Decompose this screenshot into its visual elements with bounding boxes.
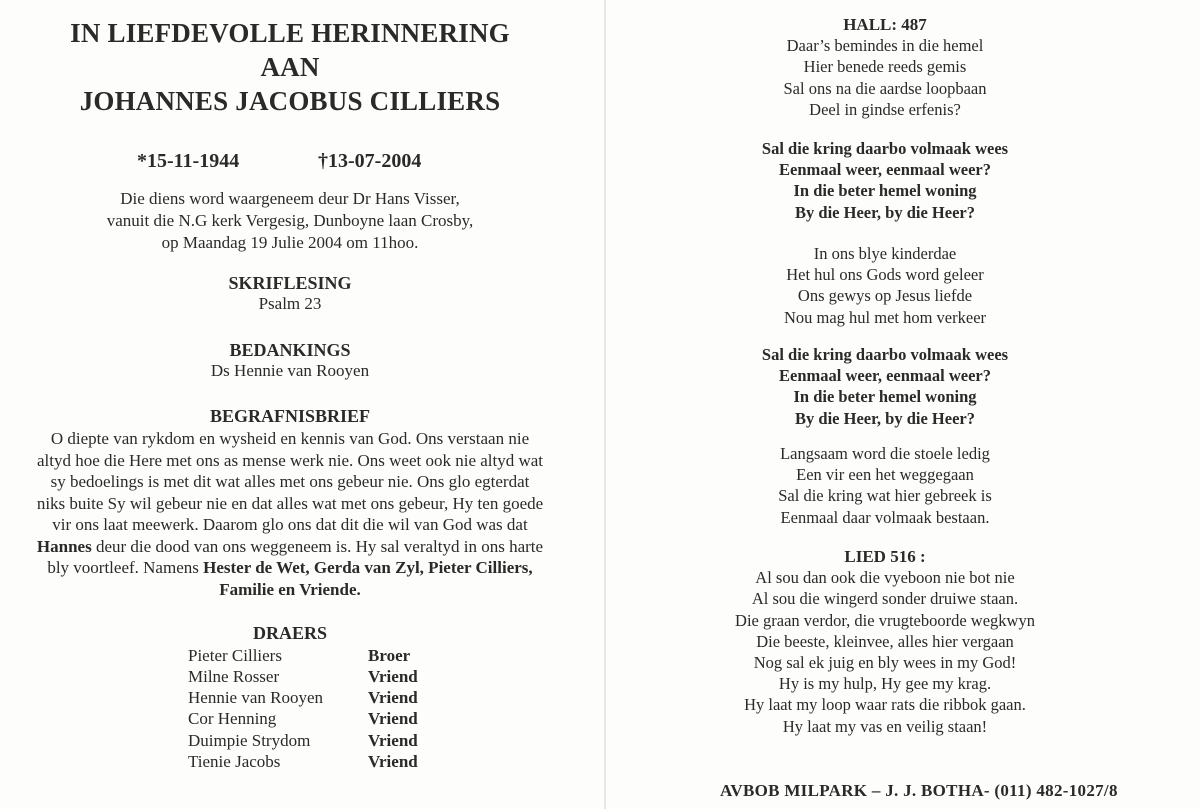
birth-date: *15-11-1944 [137, 150, 240, 172]
right-page [610, 0, 1200, 809]
letter-heading-wrap [0, 405, 580, 427]
hymn-verse-1: HALL: 487 Daar’s bemindes in die hemel Hier benede reeds gemis Sal ons na die aardse loopbaan Deel in gindse erfenis? [610, 14, 1160, 120]
bearers-section [0, 623, 580, 644]
hymn-chorus-1: Sal die kring daarbo volmaak wees Eenmaal weer, eenmaal weer? In die beter hemel woning By die Heer, by die Heer? [761, 139, 1009, 222]
thanks-section [0, 339, 580, 381]
left-page: IN LIEFDEVOLLE HERINNERING AAN JOHANNES JACOBUS CILLIERS *15-11-1944 †13-07-2004 Die diens word waargeneem deur Dr Hans Visser, vanuit die N.G kerk Vergesig, Dunboyne laan Crosby, op Maandag 19 Julie 2004 om 11hoo. SKRIFLESING Psalm 23 BEDANKINGS Ds Hennie van Rooyen BEGRAFNISBRIEF O diepte van rykdom en wysheid en kennis van God. Ons verstaan nie altyd hoe die Here met ons as mense werk nie. Ons weet ook nie altyd wat sy bedoelings is met dit wat alles met ons gebeur nie. Ons glo egterdat niks buite Sy wil gebeur nie en dat alles wat met ons gebeur, Hy ten goede vir ons laat meewerk. Daarom glo ons dat dit die wil van God was dat Hannes deur die dood van ons weggeneem is. Hy sal veraltyd in ons harte bly voortleef. Namens Hester de Wet, Gerda van Zyl, Pieter Cilliers, Familie en Vriende. DRAERS Pieter Cilliers Broer Milne Rosser Vriend Hennie van Rooyen Vriend Cor Henning Vriend Duimpie Strydom Vriend Tienie Jacobs Vriend [0, 0, 600, 809]
thanks-text: Ds Hennie van Rooyen [210, 361, 370, 380]
thanks-heading: BEDANKINGS [229, 340, 351, 360]
death-date: †13-07-2004 [318, 150, 422, 172]
hymn-chorus-2: Sal die kring daarbo volmaak wees Eenmaal weer, eenmaal weer? In die beter hemel woning By die Heer, by die Heer? [761, 345, 1009, 428]
memorial-title: IN LIEFDEVOLLE HERINNERING AAN JOHANNES JACOBUS CILLIERS [0, 16, 580, 118]
reading-heading: SKRIFLESING [228, 273, 352, 293]
letter-heading: BEGRAFNISBRIEF [209, 406, 371, 426]
hymn-heading: HALL: 487 [843, 15, 927, 34]
deceased-name: JOHANNES JACOBUS CILLIERS [79, 86, 501, 116]
bearers-heading: DRAERS [252, 623, 327, 643]
reading-text: Psalm 23 [258, 294, 322, 313]
hymn-verse-2: In ons blye kinderdae Het hul ons Gods word geleer Ons gewys op Jesus liefde Nou mag hul met hom verkeer [783, 244, 987, 327]
page-fold [604, 0, 606, 809]
service-details: Die diens word waargeneem deur Dr Hans Visser, vanuit die N.G kerk Vergesig, Dunboyne laan Crosby, op Maandag 19 Julie 2004 om 11hoo. [106, 189, 474, 252]
song-heading: LIED 516 : [844, 547, 926, 566]
funeral-letter: O diepte van rykdom en wysheid en kennis van God. Ons verstaan nie altyd hoe die Here met ons as mense werk nie. Ons weet ook nie altyd wat sy bedoelings is met dit wat alles met ons gebeur nie. Ons glo egterdat niks buite Sy wil gebeur nie en dat alles wat met ons gebeur, Hy ten goede vir ons laat meewerk. Daarom glo ons dat dit die wil van God was dat Hannes deur die dood van ons weggeneem is. Hy sal veraltyd in ons harte bly voortleef. Namens Hester de Wet, Gerda van Zyl, Pieter Cilliers, Familie en Vriende. [36, 429, 544, 599]
reading-section [0, 272, 580, 314]
song-section: LIED 516 : Al sou dan ook die vyeboon nie bot nie Al sou die wingerd sonder druiwe staan. Die graan verdor, die vrugteboorde wegkwyn Die beeste, kleinvee, alles hier vergaan Nog sal ek juig en bly wees in my God! Hy is my hulp, Hy gee my krag. Hy laat my loop waar rats die ribbok gaan. Hy laat my vas en veilig staan! [610, 546, 1160, 737]
hymn-verse-3: Langsaam word die stoele ledig Een vir een het weggegaan Sal die kring wat hier gebreek is Eenmaal daar volmaak bestaan. [778, 444, 992, 527]
funeral-home-footer: AVBOB MILPARK – J. J. BOTHA- (011) 482-1027/8 [720, 781, 1118, 800]
